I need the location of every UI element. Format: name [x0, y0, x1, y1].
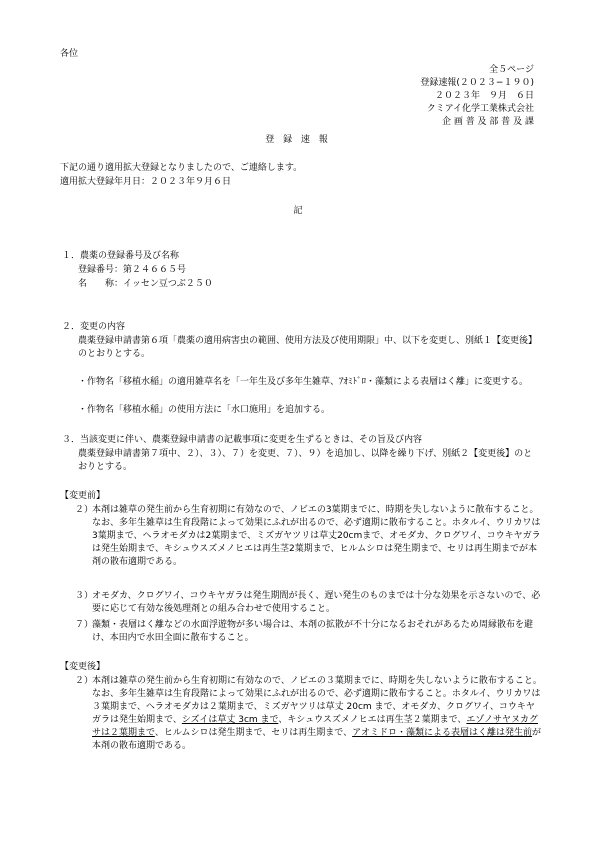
after-underline-shizui: シズイは草丈 3cm まで — [181, 715, 279, 725]
section-3-body: 農薬登録申請書第７項中、２）、３）、７）を変更、７）、９）を追加し、以降を繰り下げ、別紙２【変更後】のとおりとする。 — [78, 449, 533, 472]
document-title: 登 録 速 報 — [265, 135, 331, 145]
ki-mark: 記 — [293, 206, 303, 216]
after-text-part-1: 本剤は雑草の発生前から生育初期に有効なので、ノビエの３葉期までに、時期を失しないように散布すること。なお、多年生雑草は生育段階によって効果にふれが出るので、必ず適期に散布すること。ホタルイ、ウリカワは３葉期まで、ヘラオモダカは２葉期まで、ミズガヤツリは草丈 20cm まで、オモダカ、クログワイ、コウキヤガラは発生始期まで、 — [92, 676, 542, 725]
section-3-heading: ３．当該変更に伴い、農薬登録申請書の記載事項に変更を生ずるときは、その旨及び内容 — [62, 435, 423, 445]
after-text-part-2: 、キシュウスズメノヒエは再生茎２葉期まで、 — [278, 715, 467, 725]
section-2-bullet-1: ・作物名「移植水稲」の適用雑草名を「一年生及び多年生雑草、ｱｵﾐﾄﾞﾛ・藻類による表層はく離」に変更する。 — [78, 377, 529, 387]
before-item-7-text: 藻類・表層はく離などの水面浮遊物が多い場合は、本剤の拡散が不十分になるおそれがあるため周縁散布を避け、本田内で水田全面に散布すること。 — [92, 620, 534, 643]
after-item-2-text — [92, 675, 542, 753]
after-item-2-number: ２） — [75, 676, 94, 686]
page-count: 全５ページ — [489, 65, 534, 75]
after-text-part-4: が本剤の散布適期である。 — [92, 728, 542, 751]
intro-line-2: 適用拡大登録年月日：２０２３年９月６日 — [60, 177, 232, 187]
before-item-3-number: ３） — [75, 591, 94, 601]
bulletin-number: 登録速報(２０２３−１９０) — [420, 78, 534, 88]
registration-number: 登録番号：第２４６６５号 — [78, 265, 187, 275]
product-name: 名 称：イッセン豆つぶ２５０ — [78, 279, 213, 289]
intro-line-1: 下記の通り適用拡大登録となりましたので、ご連絡します。 — [60, 163, 303, 173]
section-1-heading: １．農薬の登録番号及び名称 — [62, 251, 180, 261]
company-name: クミアイ化学工業株式会社 — [426, 104, 534, 114]
before-item-3-text: オモダカ、クログワイ、コウキヤガラは発生期間が長く、遅い発生のものまでは十分な効果を示さないので、必要に応じて有効な後処理剤との組み合わせで使用すること。 — [92, 591, 541, 614]
before-item-7-number: ７） — [75, 620, 94, 630]
after-underline-aomidoro: アオミドロ・藻類による表層はく離は発生前 — [352, 728, 533, 738]
section-2-body: 農薬登録申請書第６項「農薬の適用病害虫の範囲、使用方法及び使用期限」中、以下を変更し、別紙１【変更後】のとおりとする。 — [78, 336, 538, 359]
section-2-bullet-2: ・作物名「移植水稲」の使用方法に「水口施用」を追加する。 — [78, 405, 331, 415]
before-heading: 【変更前】 — [60, 491, 106, 501]
after-text-part-3: 、ヒルムシロは発生期まで、セリは再生期まで、 — [154, 728, 353, 738]
addressee: 各位 — [60, 49, 79, 59]
before-item-2-text: 本剤は雑草の発生前から生育初期に有効なので、ノビエの3葉期までに、時期を失しないように散布すること。なお、多年生雑草は生育段階によって効果にふれが出るので、必ず適期に散布すること。ホタルイ、ウリカワは3葉期まで、ヘラオモダカは2葉期まで、ミズガヤツリは草丈20cmまで、オモダカ、クログワイ、コウキヤガラは発生始期まで、キシュウスズメノヒエは再生茎2葉期まで、ヒルムシロは発生期まで、セリは再生期までが本剤の散布適期である。 — [92, 505, 541, 567]
after-heading: 【変更後】 — [60, 662, 106, 672]
after-underline-ezonosayanukagusa: エゾノサヤヌカグサは２葉期まで — [92, 715, 538, 738]
section-2-heading: ２．変更の内容 — [62, 322, 126, 332]
issue-date: ２０２３年 ９月 ６日 — [434, 91, 534, 101]
department-name: 企 画 普 及 部 普 及 課 — [441, 117, 534, 127]
before-item-2-number: ２） — [75, 505, 94, 515]
